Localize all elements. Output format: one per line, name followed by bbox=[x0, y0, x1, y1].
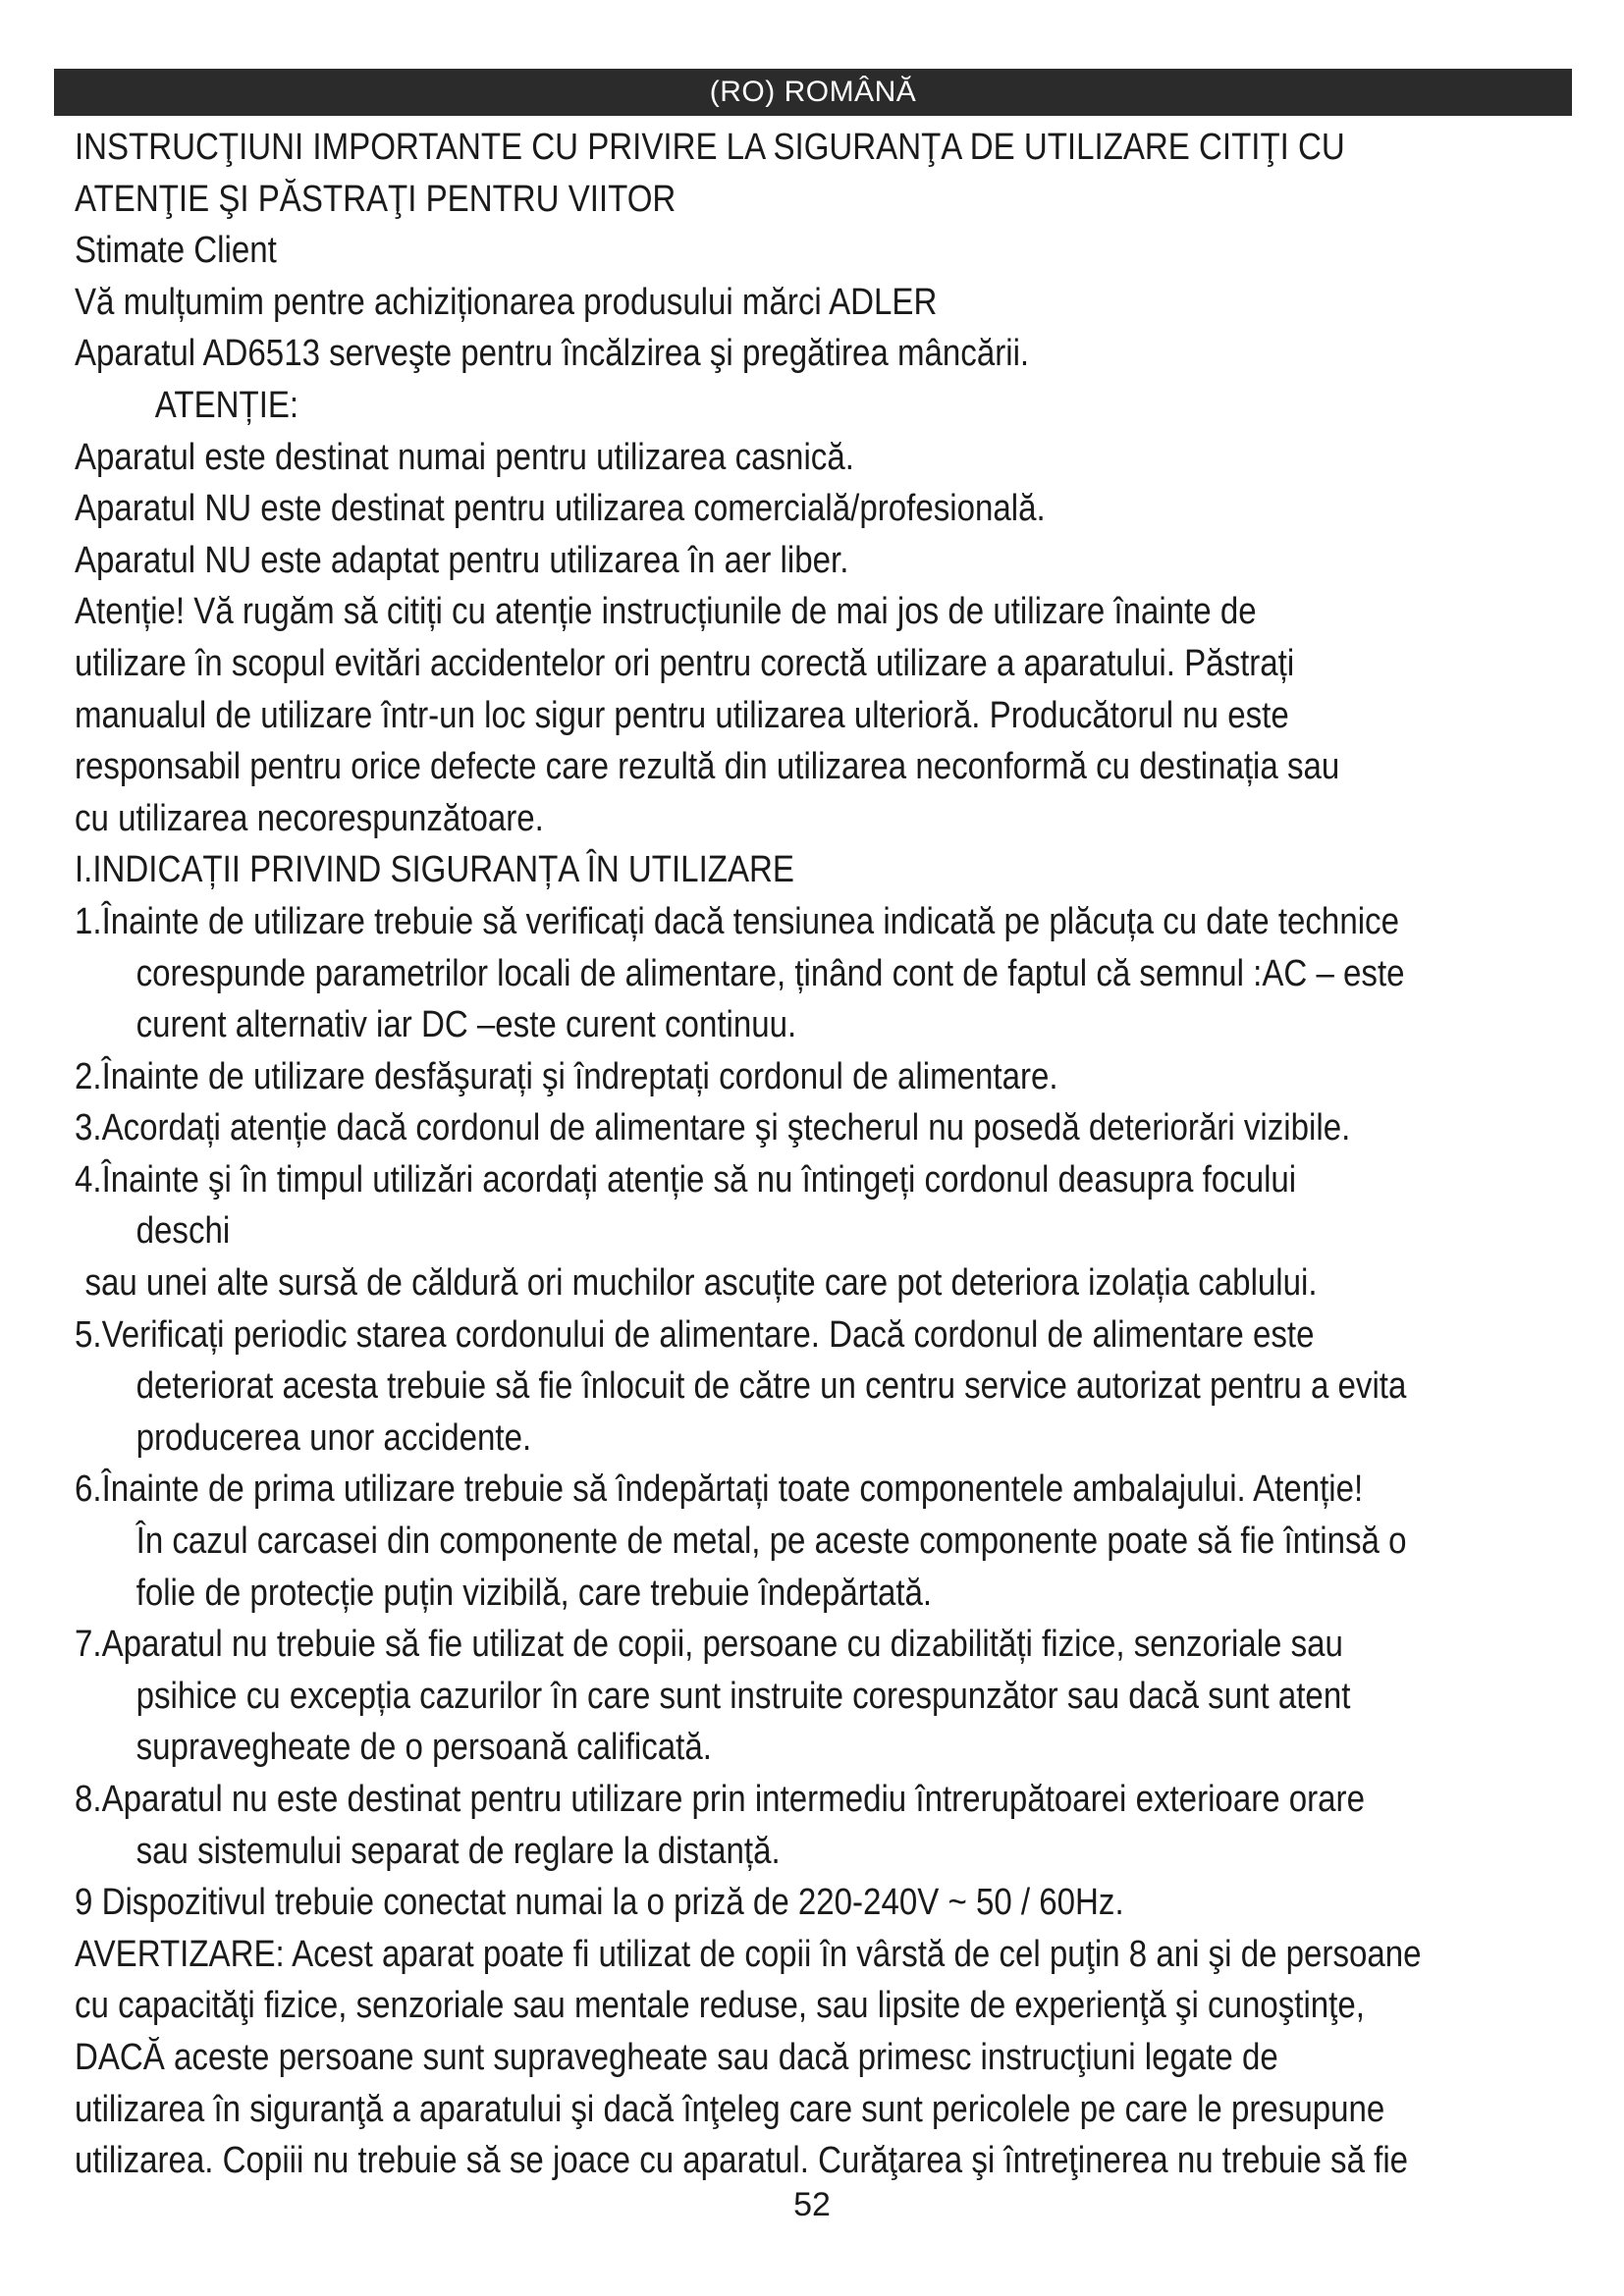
document-line: 6.Înainte de prima utilizare trebuie să îndepărtați toate componentele ambalajului. Atenție! bbox=[75, 1468, 1364, 1511]
document-line: utilizare în scopul evitări accidentelor ori pentru corectă utilizare a aparatului. Păstrați bbox=[75, 642, 1295, 684]
document-line: utilizarea. Copiii nu trebuie să se joace cu aparatul. Curăţarea şi întreţinerea nu trebuie să fie bbox=[75, 2140, 1409, 2182]
document-line: Aparatul AD6513 serveşte pentru încălzirea şi pregătirea mâncării. bbox=[75, 333, 1030, 375]
document-line: corespunde parametrilor locali de alimentare, ținând cont de faptul că semnul :AC – este bbox=[135, 952, 1405, 994]
language-header-bar bbox=[54, 69, 1572, 116]
document-line: 3.Acordați atenție dacă cordonul de alimentare şi ştecherul nu posedă deteriorări vizibile. bbox=[75, 1107, 1351, 1149]
document-line: I.INDICAȚII PRIVIND SIGURANȚA ÎN UTILIZARE bbox=[75, 849, 794, 891]
document-line: psihice cu excepția cazurilor în care sunt instruite corespunzător sau dacă sunt atent bbox=[135, 1675, 1351, 1717]
document-line: 7.Aparatul nu trebuie să fie utilizat de copii, persoane cu dizabilități fizice, senzoriale sau bbox=[75, 1624, 1343, 1666]
document-line: Vă mulțumim pentre achiziționarea produsului mărci ADLER bbox=[75, 281, 938, 323]
page-number: 52 bbox=[793, 2186, 831, 2223]
document-line: deteriorat acesta trebuie să fie înlocuit de către un centru service autorizat pentru a evita bbox=[135, 1365, 1407, 1408]
document-line: INSTRUCŢIUNI IMPORTANTE CU PRIVIRE LA SIGURANŢA DE UTILIZARE CITIŢI CU bbox=[75, 127, 1345, 168]
document-line: sau sistemului separat de reglare la distanță. bbox=[135, 1830, 781, 1872]
language-header-label: (RO) ROMÂNĂ bbox=[709, 76, 917, 108]
document-line: Aparatul NU este destinat pentru utilizarea comercială/profesională. bbox=[75, 488, 1046, 530]
document-line: utilizarea în siguranţă a aparatului şi dacă înţeleg care sunt pericolele pe care le presupune bbox=[75, 2088, 1385, 2130]
document-line: responsabil pentru orice defecte care rezultă din utilizarea neconformă cu destinația sau bbox=[75, 746, 1340, 788]
document-line: AVERTIZARE: Acest aparat poate fi utilizat de copii în vârstă de cel puţin 8 ani şi de persoane bbox=[75, 1933, 1422, 1975]
document-line: DACĂ aceste persoane sunt supravegheate sau dacă primesc instrucţiuni legate de bbox=[75, 2036, 1278, 2078]
document-line: cu capacităţi fizice, senzoriale sau mentale reduse, sau lipsite de experienţă şi cunoştinţe, bbox=[75, 1985, 1365, 2027]
document-line: Aparatul NU este adaptat pentru utilizarea în aer liber. bbox=[75, 539, 849, 581]
document-line: sau unei alte sursă de căldură ori muchilor ascuțite care pot deteriora izolația cablului. bbox=[84, 1262, 1318, 1305]
document-line: ATENŢIE ŞI PĂSTRAŢI PENTRU VIITOR bbox=[75, 178, 677, 220]
document-line: 2.Înainte de utilizare desfăşurați şi îndreptați cordonul de alimentare. bbox=[75, 1055, 1058, 1097]
document-line: manualul de utilizare într-un loc sigur pentru utilizarea ulterioră. Producătorul nu este bbox=[75, 694, 1289, 736]
document-line: În cazul carcasei din componente de metal, pe aceste componente poate să fie întinsă o bbox=[135, 1521, 1407, 1563]
document-body bbox=[75, 122, 1587, 2187]
document-line: 9 Dispozitivul trebuie conectat numai la o priză de 220-240V ~ 50 / 60Hz. bbox=[75, 1882, 1124, 1924]
document-line: Atenție! Vă rugăm să citiți cu atenție instrucțiunile de mai jos de utilizare înainte de bbox=[75, 591, 1257, 633]
document-line: cu utilizarea necorespunzătoare. bbox=[75, 797, 544, 839]
document-line: 1.Înainte de utilizare trebuie să verificați dacă tensiunea indicată pe plăcuța cu date technice bbox=[75, 900, 1399, 942]
document-line: Aparatul este destinat numai pentru utilizarea casnică. bbox=[75, 436, 854, 478]
document-line: deschi bbox=[135, 1210, 231, 1253]
document-line: 4.Înainte şi în timpul utilizări acordați atenție să nu întingeți cordonul deasupra focului bbox=[75, 1158, 1297, 1201]
document-line: 5.Verificați periodic starea cordonului de alimentare. Dacă cordonul de alimentare este bbox=[75, 1313, 1315, 1356]
document-line: supravegheate de o persoană calificată. bbox=[135, 1727, 712, 1769]
document-line: ATENȚIE: bbox=[154, 384, 299, 426]
document-line: 8.Aparatul nu este destinat pentru utilizare prin intermediu întrerupătoarei exterioare orare bbox=[75, 1779, 1365, 1820]
document-line: producerea unor accidente. bbox=[135, 1416, 532, 1459]
document-line: curent alternativ iar DC –este curent continuu. bbox=[135, 1004, 797, 1046]
document-line: folie de protecție puțin vizibilă, care trebuie îndepărtată. bbox=[135, 1572, 933, 1614]
document-line: Stimate Client bbox=[75, 230, 277, 272]
